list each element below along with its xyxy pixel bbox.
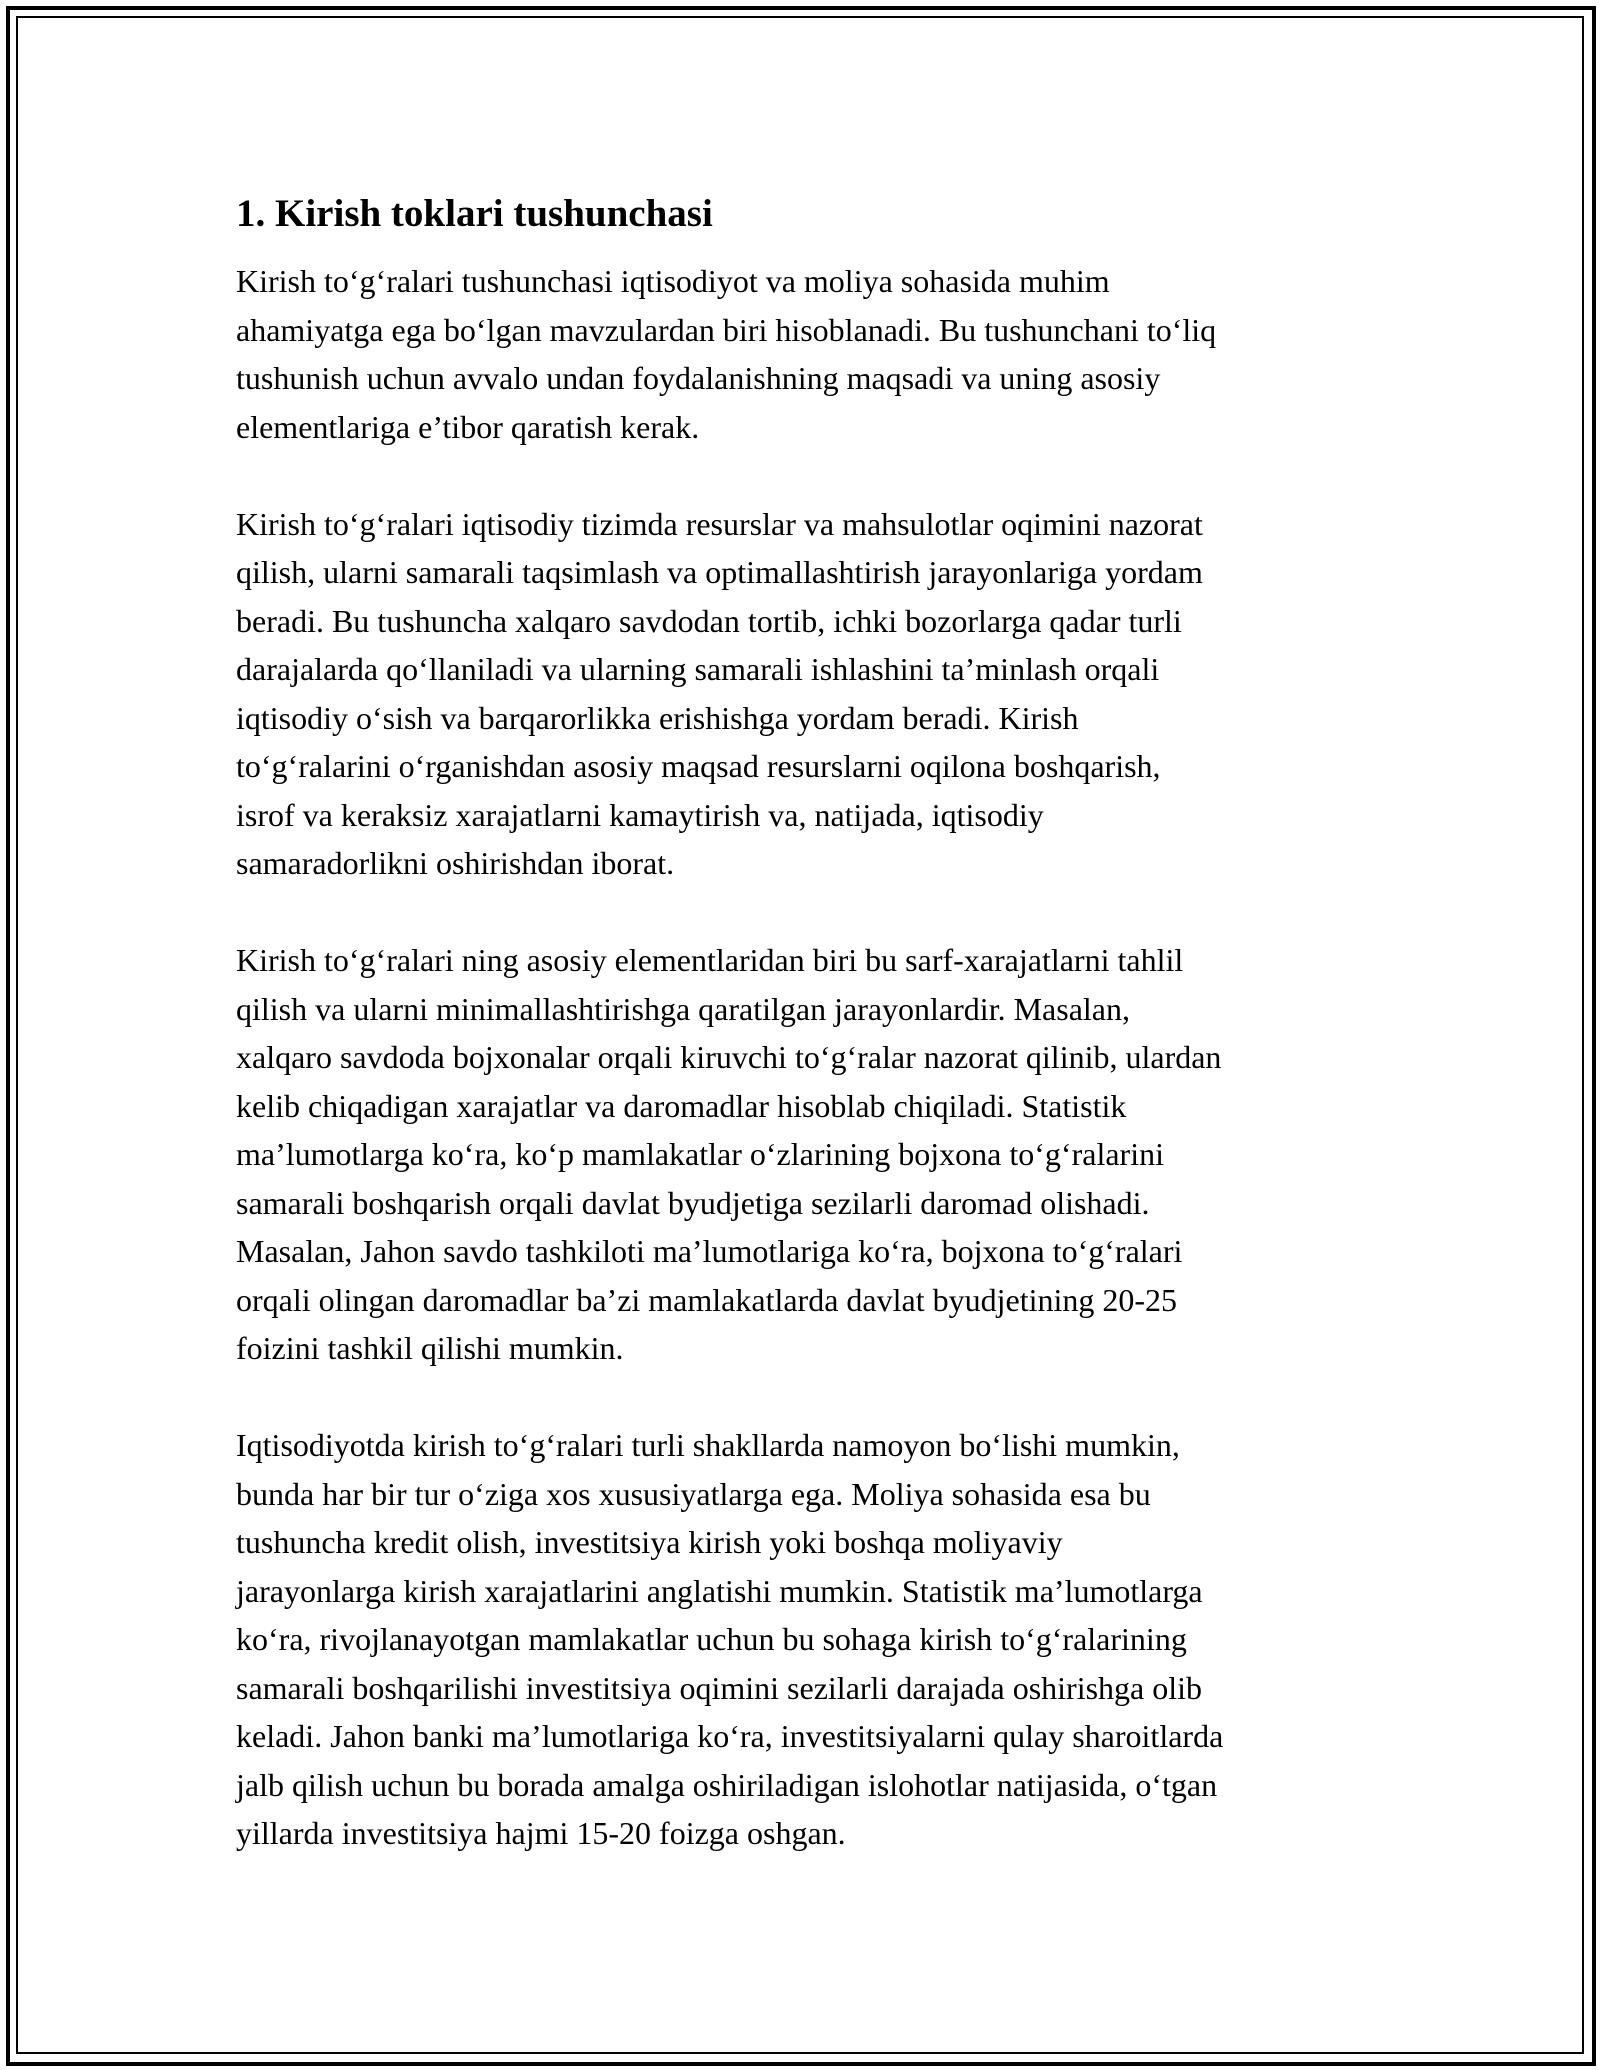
text-line: iqtisodiy o‘sish va barqarorlikka erishishga yordam beradi. Kirish <box>236 699 1079 736</box>
text-line: tushunish uchun avvalo undan foydalanishning maqsadi va uning asosiy <box>236 360 1161 396</box>
text-line: samarali boshqarilishi investitsiya oqimini sezilarli darajada oshirishga olib <box>236 1669 1203 1706</box>
paragraph-2 <box>236 500 1396 888</box>
text-line: kelib chiqadigan xarajatlar va daromadlar hisoblab chiqiladi. Statistik <box>236 1087 1127 1124</box>
text-line: bunda har bir tur o‘ziga xos xususiyatlarga ega. Moliya sohasida esa bu <box>236 1475 1151 1512</box>
text-line: elementlariga e’tibor qaratish kerak. <box>236 408 700 445</box>
text-line: isrof va keraksiz xarajatlarni kamaytirish va, natijada, iqtisodiy <box>236 796 1044 833</box>
paragraph-4 <box>236 1421 1396 1858</box>
text-line: Kirish to‘g‘ralari iqtisodiy tizimda resurslar va mahsulotlar oqimini nazorat <box>236 505 1203 542</box>
text-line: Masalan, Jahon savdo tashkiloti ma’lumotlariga ko‘ra, bojxona to‘g‘ralari <box>236 1233 1183 1269</box>
text-line: beradi. Bu tushuncha xalqaro savdodan tortib, ichki bozorlarga qadar turli <box>236 602 1182 639</box>
text-line: Iqtisodiyotda kirish to‘g‘ralari turli shakllarda namoyon bo‘lishi mumkin, <box>236 1427 1180 1463</box>
text-line: keladi. Jahon banki ma’lumotlariga ko‘ra, investitsiyalarni qulay sharoitlarda <box>236 1718 1224 1754</box>
text-line: ko‘ra, rivojlanayotgan mamlakatlar uchun bu sohaga kirish to‘g‘ralarining <box>236 1621 1187 1657</box>
paragraph-1 <box>236 257 1396 451</box>
text-line: jarayonlarga kirish xarajatlarini anglatishi mumkin. Statistik ma’lumotlarga <box>236 1572 1203 1609</box>
text-line: yillarda investitsiya hajmi 15-20 foizga oshgan. <box>236 1815 846 1851</box>
text-line: xalqaro savdoda bojxonalar orqali kiruvchi to‘g‘ralar nazorat qilinib, ulardan <box>236 1039 1222 1075</box>
text-line: to‘g‘ralarini o‘rganishdan asosiy maqsad resurslarni oqilona boshqarish, <box>236 748 1161 784</box>
section-heading: 1. Kirish toklari tushunchasi <box>236 192 713 235</box>
text-line: Kirish to‘g‘ralari ning asosiy elementlaridan biri bu sarf-xarajatlarni tahlil <box>236 942 1184 978</box>
text-line: ma’lumotlarga ko‘ra, ko‘p mamlakatlar o‘zlarining bojxona to‘g‘ralarini <box>236 1136 1164 1172</box>
text-line: samaradorlikni oshirishdan iborat. <box>236 845 675 881</box>
text-line: orqali olingan daromadlar ba’zi mamlakatlarda davlat byudjetining 20-25 <box>236 1281 1178 1318</box>
text-line: qilish, ularni samarali taqsimlash va optimallashtirish jarayonlariga yordam <box>236 554 1203 590</box>
text-line: ahamiyatga ega bo‘lgan mavzulardan biri hisoblanadi. Bu tushunchani to‘liq <box>236 311 1217 348</box>
text-line: qilish va ularni minimallashtirishga qaratilgan jarayonlardir. Masalan, <box>236 990 1130 1027</box>
document-body <box>236 186 1396 1906</box>
text-line: jalb qilish uchun bu borada amalga oshiriladigan islohotlar natijasida, o‘tgan <box>236 1766 1218 1803</box>
text-line: tushuncha kredit olish, investitsiya kirish yoki boshqa moliyaviy <box>236 1524 1063 1560</box>
text-line: Kirish to‘g‘ralari tushunchasi iqtisodiyot va moliya sohasida muhim <box>236 263 1110 299</box>
text-line: darajalarda qo‘llaniladi va ularning samarali ishlashini ta’minlash orqali <box>236 651 1160 687</box>
text-line: foizini tashkil qilishi mumkin. <box>236 1330 624 1366</box>
paragraph-3 <box>236 936 1396 1373</box>
text-line: samarali boshqarish orqali davlat byudjetiga sezilarli daromad olishadi. <box>236 1184 1150 1221</box>
